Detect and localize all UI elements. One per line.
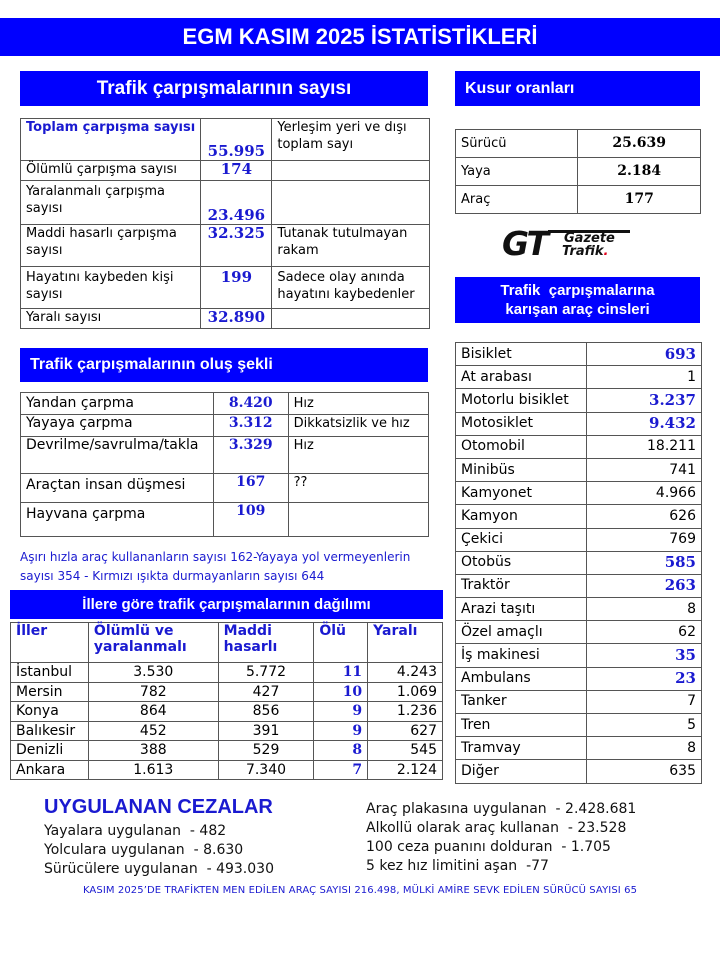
province-city: Mersin — [11, 682, 89, 702]
logo-mark: GT — [502, 224, 548, 263]
province-damage: 7.340 — [218, 760, 314, 780]
table-row — [21, 181, 430, 225]
vehicle-label: Otomobil — [456, 435, 587, 458]
table-row — [456, 158, 701, 186]
vehicle-value: 585 — [586, 551, 701, 574]
vehicle-label: Motosiklet — [456, 412, 587, 435]
table-row — [11, 682, 443, 702]
collision-value: 199 — [201, 267, 272, 309]
collision-note: Sadece olay anında hayatını kaybedenler — [272, 267, 430, 309]
types-note-line1: Aşırı hızla araç kullananların sayısı 162-Yayaya yol vermeyenlerin — [20, 550, 411, 564]
vehicles-header-line2: karışan araç cinsleri — [505, 301, 650, 318]
vehicle-value: 741 — [586, 458, 701, 481]
collision-note — [272, 181, 430, 225]
vehicle-value: 35 — [586, 644, 701, 667]
vehicle-value: 8 — [586, 598, 701, 621]
provinces-header-text: İllere göre trafik çarpışmalarının dağılımı — [82, 596, 371, 613]
fault-label: Sürücü — [456, 130, 578, 158]
table-row — [21, 309, 430, 329]
type-value: 3.312 — [213, 415, 288, 437]
vehicles-header — [455, 277, 700, 323]
collision-value: 32.890 — [201, 309, 272, 329]
types-header-text: Trafik çarpışmalarının oluş şekli — [30, 356, 273, 373]
vehicle-label: Motorlu bisiklet — [456, 389, 587, 412]
vehicle-value: 8 — [586, 737, 701, 760]
vehicle-value: 1 — [586, 366, 701, 389]
type-value: 109 — [213, 503, 288, 537]
table-row — [456, 551, 702, 574]
vehicle-value: 693 — [586, 343, 701, 366]
table-row — [11, 760, 443, 780]
vehicle-label: Çekici — [456, 528, 587, 551]
table-row — [456, 760, 702, 783]
page-title: EGM KASIM 2025 İSTATİSTİKLERİ — [182, 24, 538, 49]
type-note: Hız — [288, 437, 428, 474]
column-header-injured: Yaralı — [368, 623, 443, 663]
province-injury: 1.613 — [88, 760, 218, 780]
vehicle-value: 626 — [586, 505, 701, 528]
table-row — [456, 528, 702, 551]
type-label: Yandan çarpma — [21, 393, 214, 415]
fault-header-text: Kusur oranları — [465, 79, 575, 97]
province-damage: 529 — [218, 741, 314, 761]
vehicle-value: 3.237 — [586, 389, 701, 412]
table-row — [456, 598, 702, 621]
collision-note: Tutanak tutulmayan rakam — [272, 225, 430, 267]
table-row — [456, 186, 701, 214]
vehicle-label: Otobüs — [456, 551, 587, 574]
vehicle-label: Tren — [456, 714, 587, 737]
table-row — [456, 389, 702, 412]
type-note: ?? — [288, 474, 428, 503]
gazete-trafik-logo — [502, 226, 634, 264]
fault-label: Yaya — [456, 158, 578, 186]
column-header-city: İller — [11, 623, 89, 663]
vehicle-label: Diğer — [456, 760, 587, 783]
province-city: Ankara — [11, 760, 89, 780]
province-city: Konya — [11, 702, 89, 722]
vehicle-label: Tramvay — [456, 737, 587, 760]
type-label: Yayaya çarpma — [21, 415, 214, 437]
type-note: Dikkatsizlik ve hız — [288, 415, 428, 437]
fault-value: 2.184 — [578, 158, 701, 186]
collision-note — [272, 309, 430, 329]
province-injury: 388 — [88, 741, 218, 761]
penalties-right — [366, 800, 636, 876]
province-injured: 1.069 — [368, 682, 443, 702]
table-row — [456, 482, 702, 505]
collision-value: 55.995 — [201, 119, 272, 161]
table-row — [456, 435, 702, 458]
vehicle-value: 263 — [586, 574, 701, 597]
vehicle-value: 635 — [586, 760, 701, 783]
vehicle-label: İş makinesi — [456, 644, 587, 667]
table-row — [456, 130, 701, 158]
vehicle-label: Kamyonet — [456, 482, 587, 505]
footer-note: KASIM 2025’DE TRAFİKTEN MEN EDİLEN ARAÇ SAYISI 216.498, MÜLKİ AMİRE SEVK EDİLEN SÜRÜCÜ SAYISI 65 — [82, 885, 638, 896]
vehicle-label: Arazi taşıtı — [456, 598, 587, 621]
collision-label: Yaralı sayısı — [21, 309, 201, 329]
vehicle-label: Özel amaçlı — [456, 621, 587, 644]
vehicle-label: Bisiklet — [456, 343, 587, 366]
fault-header — [455, 71, 700, 106]
page-title-banner — [0, 18, 720, 56]
penalty-item: Sürücülere uygulanan - 493.030 — [44, 861, 274, 877]
penalty-item: 5 kez hız limitini aşan -77 — [366, 858, 549, 874]
province-injured: 545 — [368, 741, 443, 761]
collision-value: 23.496 — [201, 181, 272, 225]
vehicle-value: 4.966 — [586, 482, 701, 505]
province-dead: 8 — [314, 741, 368, 761]
table-row — [21, 267, 430, 309]
vehicle-value: 5 — [586, 714, 701, 737]
province-damage: 427 — [218, 682, 314, 702]
vehicle-value: 23 — [586, 667, 701, 690]
vehicle-label: Ambulans — [456, 667, 587, 690]
province-injured: 627 — [368, 721, 443, 741]
collisions-table — [20, 118, 430, 329]
provinces-header — [10, 590, 443, 619]
table-row — [21, 437, 429, 474]
column-header-dead: Ölü — [314, 623, 368, 663]
penalty-item: Yayalara uygulanan - 482 — [44, 823, 227, 839]
collision-label: Toplam çarpışma sayısı — [21, 119, 201, 161]
table-row — [21, 119, 430, 161]
table-row — [21, 225, 430, 267]
fault-value: 177 — [578, 186, 701, 214]
province-dead: 9 — [314, 721, 368, 741]
vehicle-label: At arabası — [456, 366, 587, 389]
collision-note — [272, 161, 430, 181]
collision-label: Ölümlü çarpışma sayısı — [21, 161, 201, 181]
vehicle-label: Minibüs — [456, 458, 587, 481]
penalty-item: Yolculara uygulanan - 8.630 — [44, 842, 244, 858]
column-header-damage: Maddi hasarlı — [218, 623, 314, 663]
vehicle-label: Traktör — [456, 574, 587, 597]
types-note — [20, 548, 440, 586]
types-note-line2: sayısı 354 - Kırmızı ışıkta durmayanların sayısı 644 — [20, 569, 325, 583]
vehicle-value: 7 — [586, 690, 701, 713]
penalty-item: Araç plakasına uygulanan - 2.428.681 — [366, 801, 637, 817]
province-damage: 856 — [218, 702, 314, 722]
collisions-header-text: Trafik çarpışmalarının sayısı — [96, 77, 352, 99]
collisions-header — [20, 71, 428, 106]
province-injury: 782 — [88, 682, 218, 702]
vehicle-value: 769 — [586, 528, 701, 551]
type-label: Hayvana çarpma — [21, 503, 214, 537]
province-injured: 4.243 — [368, 663, 443, 683]
type-label: Araçtan insan düşmesi — [21, 474, 214, 503]
table-row — [456, 667, 702, 690]
type-value: 3.329 — [213, 437, 288, 474]
table-row — [21, 474, 429, 503]
province-injury: 864 — [88, 702, 218, 722]
province-city: Denizli — [11, 741, 89, 761]
province-dead: 10 — [314, 682, 368, 702]
province-injury: 452 — [88, 721, 218, 741]
province-dead: 7 — [314, 760, 368, 780]
vehicle-label: Kamyon — [456, 505, 587, 528]
table-row — [456, 574, 702, 597]
table-row — [11, 741, 443, 761]
table-row — [456, 644, 702, 667]
logo-dot: . — [603, 244, 609, 259]
province-injured: 2.124 — [368, 760, 443, 780]
table-row — [456, 690, 702, 713]
type-value: 167 — [213, 474, 288, 503]
vehicles-table — [455, 342, 702, 784]
column-header-injury: Ölümlü ve yaralanmalı — [88, 623, 218, 663]
province-city: Balıkesir — [11, 721, 89, 741]
penalty-item: Alkollü olarak araç kullanan - 23.528 — [366, 820, 627, 836]
table-row — [21, 503, 429, 537]
type-label: Devrilme/savrulma/takla — [21, 437, 214, 474]
table-row — [11, 663, 443, 683]
province-injury: 3.530 — [88, 663, 218, 683]
type-note — [288, 503, 428, 537]
table-row — [456, 714, 702, 737]
table-row — [11, 721, 443, 741]
table-row — [456, 343, 702, 366]
table-row — [456, 505, 702, 528]
fault-table — [455, 129, 701, 214]
vehicle-value: 62 — [586, 621, 701, 644]
table-row — [21, 415, 429, 437]
province-damage: 5.772 — [218, 663, 314, 683]
table-row — [456, 412, 702, 435]
fault-label: Araç — [456, 186, 578, 214]
vehicles-header-line1: Trafik çarpışmalarına — [500, 282, 655, 299]
penalties-title: UYGULANAN CEZALAR — [44, 796, 273, 818]
type-value: 8.420 — [213, 393, 288, 415]
vehicle-value: 9.432 — [586, 412, 701, 435]
table-row — [456, 621, 702, 644]
province-city: İstanbul — [11, 663, 89, 683]
provinces-table — [10, 622, 443, 780]
province-damage: 391 — [218, 721, 314, 741]
collision-value: 174 — [201, 161, 272, 181]
penalties-left — [44, 822, 274, 879]
penalty-item: 100 ceza puanını dolduran - 1.705 — [366, 839, 611, 855]
vehicle-value: 18.211 — [586, 435, 701, 458]
province-injured: 1.236 — [368, 702, 443, 722]
table-row — [21, 161, 430, 181]
logo-line2: Trafik. — [562, 244, 609, 259]
table-header-row — [11, 623, 443, 663]
table-row — [11, 702, 443, 722]
types-table — [20, 392, 429, 537]
collision-label: Yaralanmalı çarpışma sayısı — [21, 181, 201, 225]
logo-line1: Gazete — [564, 231, 615, 246]
vehicle-label: Tanker — [456, 690, 587, 713]
table-row — [456, 366, 702, 389]
province-dead: 9 — [314, 702, 368, 722]
fault-value: 25.639 — [578, 130, 701, 158]
province-dead: 11 — [314, 663, 368, 683]
collision-note: Yerleşim yeri ve dışı toplam sayı — [272, 119, 430, 161]
collision-value: 32.325 — [201, 225, 272, 267]
collision-label: Maddi hasarlı çarpışma sayısı — [21, 225, 201, 267]
types-header — [20, 348, 428, 382]
table-row — [21, 393, 429, 415]
type-note: Hız — [288, 393, 428, 415]
collision-label: Hayatını kaybeden kişi sayısı — [21, 267, 201, 309]
table-row — [456, 458, 702, 481]
table-row — [456, 737, 702, 760]
